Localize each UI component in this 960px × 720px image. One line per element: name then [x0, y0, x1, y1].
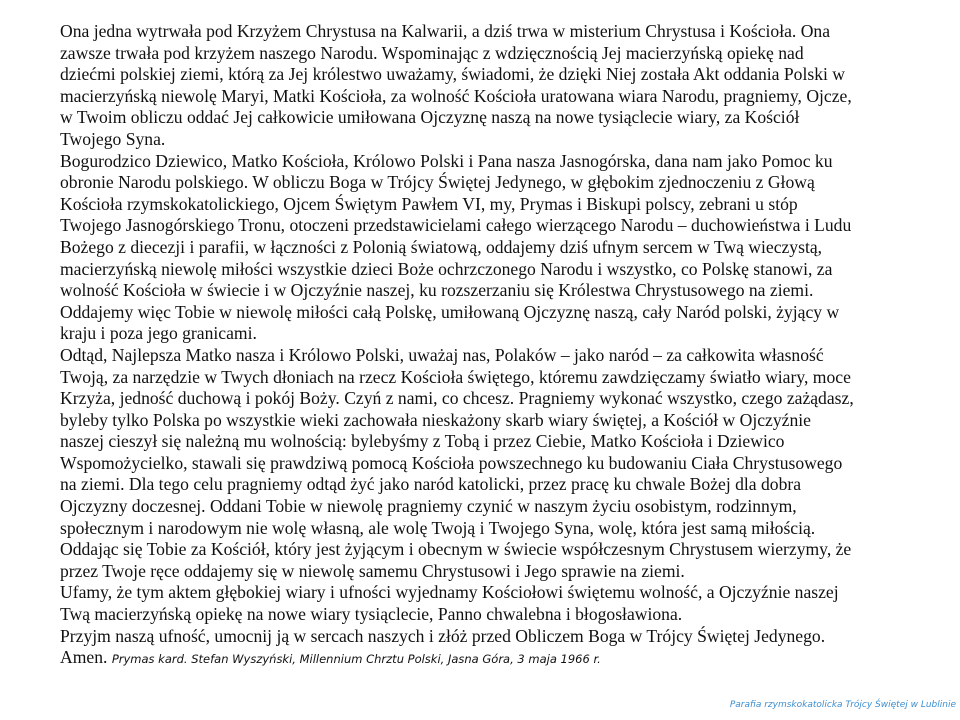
citation: Prymas kard. Stefan Wyszyński, Millennium Chrztu Polski, Jasna Góra, 3 maja 1966 r.: [111, 652, 601, 667]
text-line: kraju i poza jego granicami.: [60, 323, 257, 344]
amen-text: Amen.: [60, 647, 108, 668]
text-line: Twoją, za narzędzie w Twych dłoniach na rzecz Kościoła świętego, któremu zawdzięczamy światło wiary, moce: [60, 366, 851, 387]
text-line: Ufamy, że tym aktem głębokiej wiary i ufności wyjednamy Kościołowi świętemu wolność, a Ojczyźnie naszej: [60, 582, 839, 603]
text-line: Odtąd, Najlepsza Matko nasza i Królowo Polski, uważaj nas, Polaków – jako naród – za całkowita własność: [60, 344, 824, 365]
text-line: w Twoim obliczu oddać Jej całkowicie umiłowana Ojczyznę naszą na nowe tysiąclecie wiary, za Kościół: [60, 107, 800, 128]
text-line: wolność Kościoła w świecie i w Ojczyźnie naszej, ku rozszerzaniu się Królestwa Chrystusowego na ziemi.: [60, 280, 814, 301]
text-line: Ojczyzny doczesnej. Oddani Tobie w niewolę pragniemy czynić w naszym życiu osobistym, rodzinnym,: [60, 496, 797, 517]
text-line: Kościoła rzymskokatolickiego, Ojcem Świętym Pawłem VI, my, Prymas i Biskupi polscy, zebrani u stóp: [60, 193, 798, 214]
text-line: macierzyńską niewolę Maryi, Matki Kościoła, za wolność Kościoła uratowana wiara Narodu, pragniemy, Ojcze,: [60, 85, 852, 106]
text-line: dziećmi polskiej ziemi, którą za Jej królestwo uważamy, świadomi, że dzięki Niej została Akt oddania Polski w: [60, 64, 845, 85]
text-line: Bożego z diecezji i parafii, w łączności z Polonią światową, oddajemy dziś ufnym sercem w Twą wieczystą,: [60, 236, 823, 257]
parish-footer: Parafia rzymskokatolicka Trójcy Świętej w Lublinie: [729, 700, 956, 710]
text-line: obronie Narodu polskiego. W obliczu Boga w Trójcy Świętej Jedynego, w głębokim zjednoczeniu z Głową: [60, 172, 815, 193]
text-line: Bogurodzico Dziewico, Matko Kościoła, Królowo Polski i Pana nasza Jasnogórska, dana nam jako Pomoc ku: [60, 150, 833, 171]
text-line: Wspomożycielko, stawali się prawdziwą pomocą Kościoła powszechnego ku budowaniu Ciała Chrystusowego: [60, 452, 843, 473]
text-line: Oddajemy więc Tobie w niewolę miłości całą Polskę, umiłowaną Ojczyznę naszą, cały Naród polski, żyjący w: [60, 301, 840, 322]
text-line: zawsze trwała pod krzyżem naszego Narodu. Wspominając z wdzięcznością Jej macierzyńską opiekę nad: [60, 42, 804, 63]
text-line: na ziemi. Dla tego celu pragniemy odtąd żyć jako naród katolicki, przez pracę ku chwale Bożej dla dobra: [60, 474, 802, 495]
text-line: Twą macierzyńską opiekę na nowe wiary tysiąclecie, Panno chwalebna i błogosławiona.: [60, 604, 683, 625]
closing-line: [60, 647, 940, 669]
text-line: naszej cieszył się należną mu wolnością: bylebyśmy z Tobą i przez Ciebie, Matko Kościoła i Dziewico: [60, 431, 785, 452]
text-line: Przyjm naszą ufność, umocnij ją w sercach naszych i złóż przed Obliczem Boga w Trójcy Świętej Jedynego.: [60, 625, 826, 646]
text-line: byleby tylko Polska po wszystkie wieki zachowała nieskażony skarb wiary świętej, a Kościół w Ojczyźnie: [60, 409, 811, 430]
prayer-text-body: [60, 21, 940, 669]
text-line: macierzyńską niewolę miłości wszystkie dzieci Boże ochrzczonego Narodu i wszystko, co Polskę stanowi, za: [60, 258, 833, 279]
text-line: Twojego Jasnogórskiego Tronu, otoczeni przedstawicielami całego wierzącego Narodu – duchowieństwa i Ludu: [60, 215, 852, 236]
text-line: Oddając się Tobie za Kościół, który jest żyjącym i obecnym w świecie współczesnym Chrystusem wierzymy, że: [60, 539, 852, 560]
text-line: przez Twoje ręce oddajemy się w niewolę samemu Chrystusowi i Jego sprawie na ziemi.: [60, 560, 685, 581]
text-line: Twojego Syna.: [60, 128, 166, 149]
text-line: społecznym i narodowym nie wolę własną, ale wolę Twoją i Twojego Syna, wolę, która jest samą miłością.: [60, 517, 816, 538]
text-line: Ona jedna wytrwała pod Krzyżem Chrystusa na Kalwarii, a dziś trwa w misterium Chrystusa i Kościoła. Ona: [60, 21, 831, 41]
text-line: Krzyża, jedność duchową i pokój Boży. Czyń z nami, co chcesz. Pragniemy wykonać wszystko, czego zażądasz,: [60, 388, 854, 409]
